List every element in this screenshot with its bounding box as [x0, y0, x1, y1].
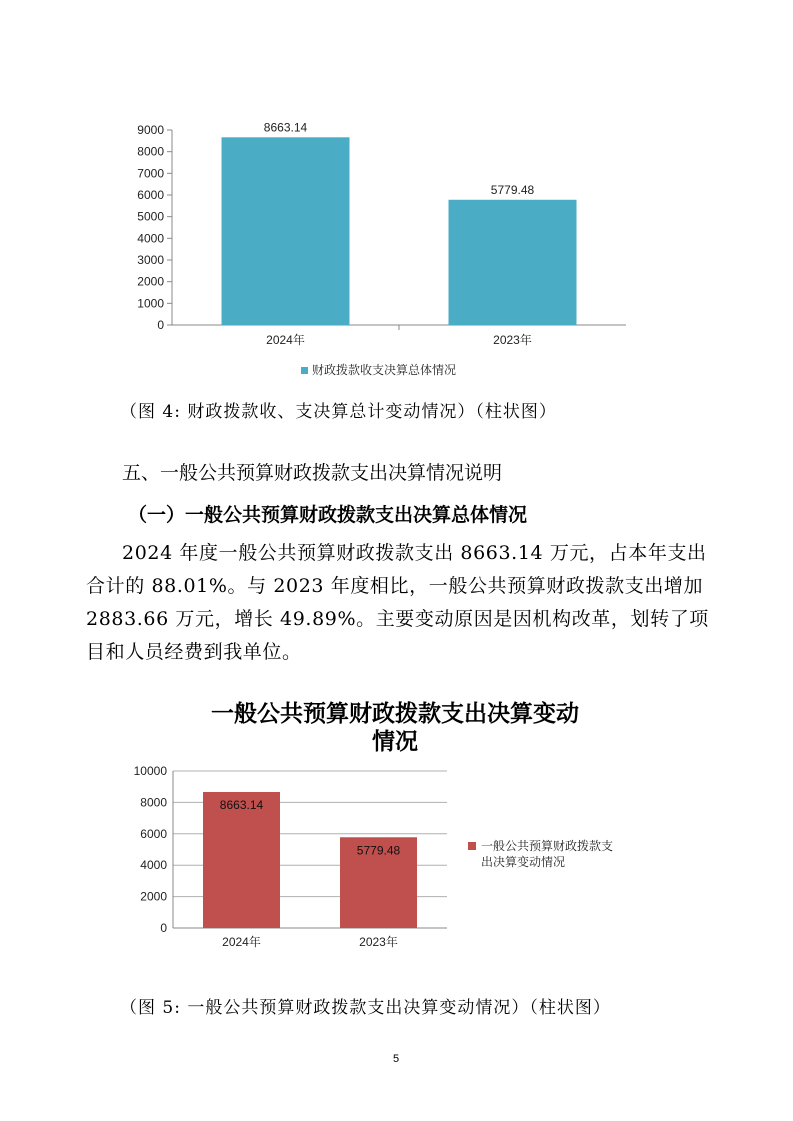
- legend-swatch: [468, 842, 476, 850]
- data-label: 5779.48: [356, 843, 401, 858]
- x-tick-label: 2023年: [493, 333, 532, 347]
- x-tick-label: 2024年: [266, 333, 305, 347]
- figure-4-caption: （图 4: 财政拨款收、支决算总计变动情况）（柱状图）: [120, 402, 557, 422]
- y-tick-label: 8000: [140, 795, 167, 810]
- bar: [449, 200, 577, 325]
- bar: [222, 137, 350, 325]
- paragraph-line: 目和人员经费到我单位。: [86, 641, 302, 663]
- y-tick-label: 9000: [137, 123, 164, 137]
- legend-label: 出决算变动情况: [481, 855, 566, 869]
- y-tick-label: 0: [157, 318, 164, 332]
- y-tick-label: 4000: [140, 858, 167, 873]
- bar: [203, 792, 280, 928]
- y-tick-label: 2000: [140, 889, 167, 904]
- y-tick-label: 5000: [137, 209, 164, 224]
- data-label: 8663.14: [219, 797, 264, 812]
- legend-label: 一般公共预算财政拨款支: [481, 839, 614, 853]
- x-tick-label: 2023年: [359, 935, 398, 949]
- y-tick-label: 6000: [137, 188, 164, 202]
- page-number: 5: [393, 1053, 400, 1065]
- y-tick-label: 4000: [137, 231, 164, 246]
- y-tick-label: 6000: [140, 826, 167, 841]
- y-tick-label: 8000: [137, 144, 164, 159]
- chart-title: [150, 700, 640, 756]
- legend-label: 财政拨款收支决算总体情况: [312, 363, 457, 377]
- chart-title-line: 一般公共预算财政拨款支出决算变动: [211, 701, 579, 727]
- data-label: 5779.48: [490, 182, 535, 197]
- y-tick-label: 1000: [137, 296, 164, 311]
- x-tick-label: 2024年: [222, 935, 261, 949]
- y-tick-label: 10000: [133, 764, 167, 778]
- section-heading: 五、一般公共预算财政拨款支出决算情况说明: [122, 462, 503, 484]
- y-tick-label: 3000: [137, 253, 164, 267]
- paragraph-line: 2883.66 万元，增长 49.89%。主要变动原因是因机构改革，划转了项: [86, 608, 709, 630]
- paragraph-line: 2024 年度一般公共预算财政拨款支出 8663.14 万元，占本年支出: [122, 542, 707, 564]
- y-tick-label: 2000: [137, 274, 164, 289]
- chart-title-line: 情况: [372, 729, 418, 755]
- y-tick-label: 0: [160, 921, 167, 935]
- legend-swatch: [301, 367, 308, 374]
- subsection-heading: （一）一般公共预算财政拨款支出决算总体情况: [128, 504, 528, 526]
- data-label: 8663.14: [263, 120, 308, 135]
- y-tick-label: 7000: [137, 166, 164, 181]
- chart-fiscal-total: [0, 110, 793, 390]
- chart-general-budget: [0, 760, 793, 960]
- paragraph-line: 合计的 88.01%。与 2023 年度相比，一般公共预算财政拨款支出增加: [86, 575, 704, 597]
- figure-5-caption: （图 5: 一般公共预算财政拨款支出决算变动情况）（柱状图）: [120, 998, 611, 1018]
- body-paragraph: [86, 537, 726, 669]
